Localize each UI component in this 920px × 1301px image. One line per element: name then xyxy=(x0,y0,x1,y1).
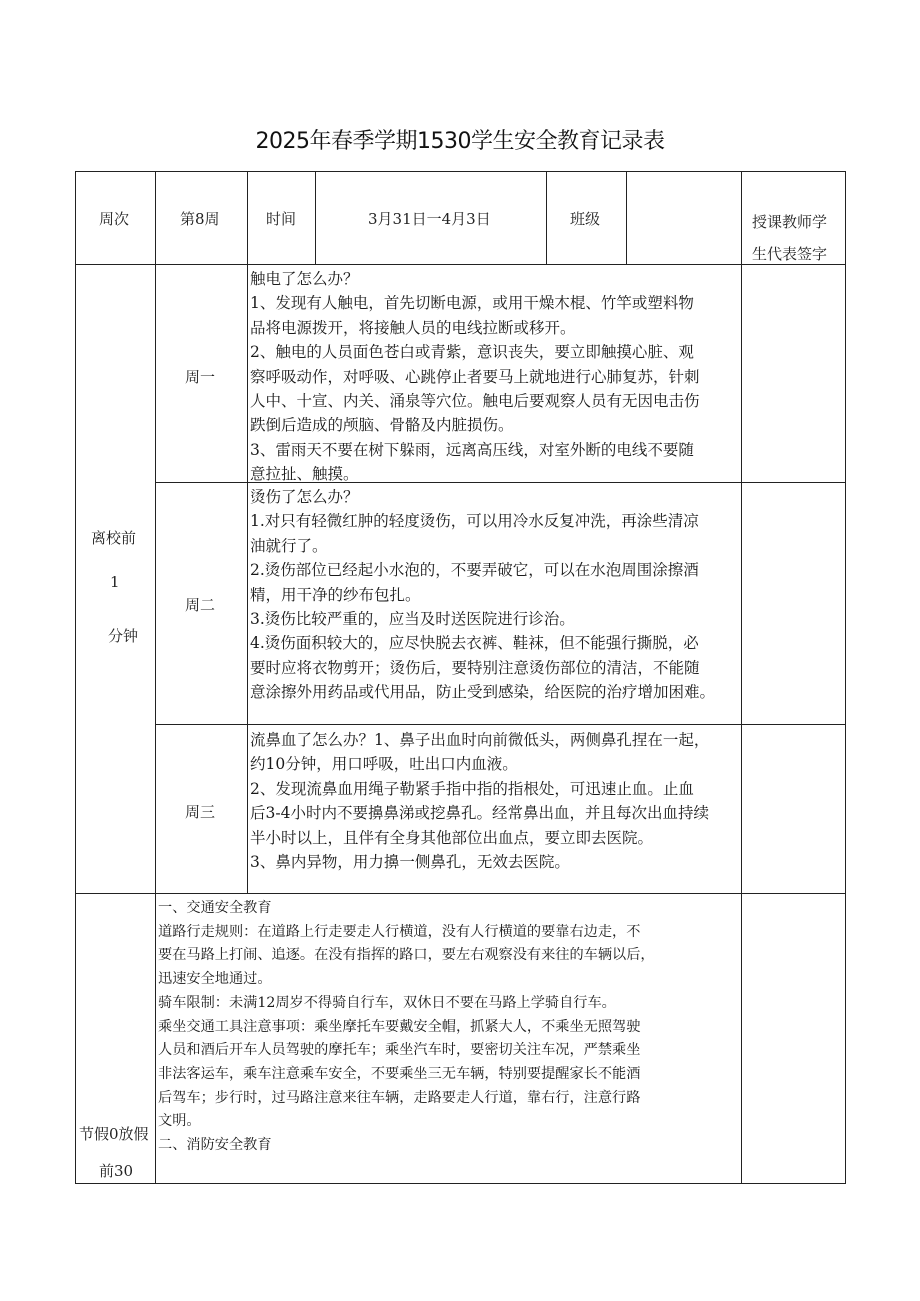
section1-label-line3: 分钟 xyxy=(108,627,139,645)
content-line: 乘坐交通工具注意事项：乘坐摩托车要戴安全帽，抓紧大人，不乘坐无照驾驶 xyxy=(158,1018,641,1035)
time-value: 3月31日一4月3日 xyxy=(368,210,491,228)
content-line: 文明。 xyxy=(158,1113,201,1130)
week-value: 第8周 xyxy=(180,210,220,228)
week-label: 周次 xyxy=(99,210,130,228)
table-border-right xyxy=(845,171,846,1184)
tuesday-content xyxy=(250,485,740,705)
content-line: 后3-4小时内不要擤鼻涕或挖鼻孔。经常鼻出血，并且每次出血持续 xyxy=(250,804,709,823)
content-line: 流鼻血了怎么办？1、鼻子出血时向前微低头，两侧鼻孔捏在一起， xyxy=(250,731,710,749)
content-line: 道路行走规则：在道路上行走要走人行横道，没有人行横道的要靠右边走，不 xyxy=(158,923,641,940)
signature-label-line1: 授课教师学 xyxy=(752,213,828,231)
content-line: 精，用干净的纱布包扎。 xyxy=(250,585,421,604)
section1-label-line1: 离校前 xyxy=(91,529,137,547)
content-line: 2、发现流鼻血用绳子勒紧手指中指的指根处，可迅速止血。止血 xyxy=(250,779,694,798)
content-line: 跌倒后造成的颅脑、骨骼及内脏损伤。 xyxy=(250,416,514,435)
content-line: 3.烫伤比较严重的，应当及时送医院进行诊治。 xyxy=(250,610,575,629)
content-line: 1、发现有人触电，首先切断电源，或用干燥木棍、竹竿或塑料物 xyxy=(250,294,694,313)
row-tuesday-bottom xyxy=(156,724,846,725)
col-divider-6 xyxy=(741,171,742,1184)
time-label: 时间 xyxy=(266,210,297,228)
content-line: 二、消防安全教育 xyxy=(158,1137,272,1154)
content-line: 意拉扯、触摸。 xyxy=(250,465,359,484)
section2-label-line2: 前30 xyxy=(99,1162,134,1180)
col-divider-5 xyxy=(626,171,627,265)
table-border-bottom xyxy=(75,1183,846,1184)
content-line: 2.烫伤部位已经起小水泡的，不要弄破它，可以在水泡周围涂擦酒 xyxy=(250,561,699,580)
content-line: 3、鼻内异物，用力擤一侧鼻孔，无效去医院。 xyxy=(250,853,570,872)
col-divider-1 xyxy=(155,171,156,1184)
content-line: 半小时以上，且伴有全身其他部位出血点，要立即去医院。 xyxy=(250,828,654,847)
table-border-top xyxy=(75,171,846,172)
content-line: 品将电源拨开，将接触人员的电线拉断或移开。 xyxy=(250,318,576,337)
day-label-wednesday: 周三 xyxy=(185,803,216,821)
col-divider-4 xyxy=(546,171,547,265)
content-line: 烫伤了怎么办？ xyxy=(250,488,359,506)
monday-content xyxy=(250,267,740,487)
table-border-left xyxy=(75,171,76,1184)
content-line: 要时应将衣物剪开；烫伤后，要特别注意烫伤部位的清洁，不能随 xyxy=(250,658,700,677)
content-line: 要在马路上打闹、追逐。在没有指挥的路口，要左右观察没有来往的车辆以后， xyxy=(158,947,655,964)
header-row-bottom xyxy=(75,264,846,265)
content-line: 油就行了。 xyxy=(250,536,328,555)
content-line: 触电了怎么办？ xyxy=(250,270,359,288)
section2-content xyxy=(158,897,740,1158)
content-line: 2、触电的人员面色苍白或青紫，意识丧失，要立即触摸心脏、观 xyxy=(250,343,694,362)
content-line: 骑车限制：未满12周岁不得骑自行车，双休日不要在马路上学骑自行车。 xyxy=(158,994,616,1011)
section2-label-line1: 节假0放假 xyxy=(79,1125,149,1143)
content-line: 察呼吸动作，对呼吸、心跳停止者要马上就地进行心肺复苏，针刺 xyxy=(250,367,700,386)
content-line: 迅速安全地通过。 xyxy=(158,971,272,988)
content-line: 4.烫伤面积较大的，应尽快脱去衣裤、鞋袜，但不能强行撕脱，必 xyxy=(250,634,699,653)
content-line: 一、交通安全教育 xyxy=(158,900,272,916)
col-divider-3 xyxy=(315,171,316,265)
page-title: 2025年春季学期1530学生安全教育记录表 xyxy=(255,129,665,154)
content-line: 3、雷雨天不要在树下躲雨，远离高压线，对室外断的电线不要随 xyxy=(250,440,694,459)
section1-bottom xyxy=(75,893,846,894)
class-label: 班级 xyxy=(570,210,601,228)
content-line: 约10分钟，用口呼吸，吐出口内血液。 xyxy=(250,755,518,774)
content-line: 人员和酒后开车人员驾驶的摩托车；乘坐汽车时，要密切关注车况，严禁乘坐 xyxy=(158,1042,641,1059)
content-line: 后驾车；步行时，过马路注意来往车辆，走路要走人行道，靠右行，注意行路 xyxy=(158,1089,641,1106)
signature-label-line2: 生代表签字 xyxy=(752,245,828,263)
wednesday-content xyxy=(250,728,740,874)
col-divider-2 xyxy=(247,171,248,894)
section1-label-line2: 1 xyxy=(110,573,120,591)
content-line: 1.对只有轻微红肿的轻度烫伤，可以用冷水反复冲洗，再涂些清凉 xyxy=(250,512,699,531)
day-label-tuesday: 周二 xyxy=(185,596,216,614)
day-label-monday: 周一 xyxy=(185,368,216,386)
content-line: 非法客运车，乘车注意乘车安全，不要乘坐三无车辆，特别要提醒家长不能酒 xyxy=(158,1065,641,1082)
content-line: 人中、十宣、内关、涌泉等穴位。触电后要观察人员有无因电击伤 xyxy=(250,392,700,411)
content-line: 意涂擦外用药品或代用品，防止受到感染，给医院的治疗增加困难。 xyxy=(250,683,716,702)
